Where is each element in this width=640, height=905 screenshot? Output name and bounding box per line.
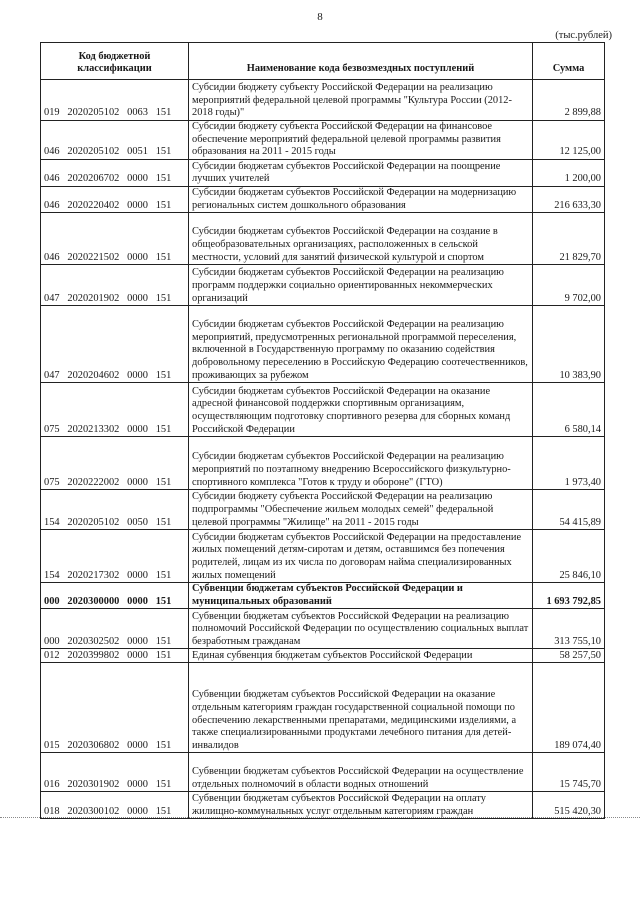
row-sum: 58 257,50 — [533, 649, 605, 663]
row-name: Субсидии бюджетам субъектов Российской Федерации на создание в общеобразовательных организациях, расположенных в сельской местности, условий для занятий физической культурой и спортом — [189, 213, 533, 265]
row-code: 018 2020300102 0000 151 — [41, 792, 189, 819]
row-code: 046 2020220402 0000 151 — [41, 187, 189, 213]
row-sum: 12 125,00 — [533, 121, 605, 160]
row-sum: 6 580,14 — [533, 383, 605, 437]
table-row — [41, 187, 605, 213]
row-sum: 313 755,10 — [533, 609, 605, 649]
scan-dotted-line — [0, 817, 640, 819]
row-name: Субсидии бюджетам субъектов Российской Федерации на реализацию мероприятий по поэтапному внедрению Всероссийского физкультурно-спортивного комплекса "Готов к труду и обороне" (ГТО) — [189, 437, 533, 490]
row-sum: 216 633,30 — [533, 187, 605, 213]
row-sum: 189 074,40 — [533, 663, 605, 753]
table-row — [41, 530, 605, 583]
table-row — [41, 753, 605, 792]
table-row — [41, 583, 605, 609]
table-row — [41, 383, 605, 437]
row-code: 047 2020201902 0000 151 — [41, 265, 189, 306]
row-sum: 10 383,90 — [533, 306, 605, 383]
row-code: 000 2020302502 0000 151 — [41, 609, 189, 649]
row-name: Субсидии бюджетам субъектов Российской Федерации на реализацию программ поддержки социально ориентированных некоммерческих организаций — [189, 265, 533, 306]
row-sum: 515 420,30 — [533, 792, 605, 819]
row-code: 016 2020301902 0000 151 — [41, 753, 189, 792]
row-name: Субсидии бюджетам субъектов Российской Федерации на реализацию мероприятий, предусмотренных региональной программой переселения, включенной в Государственную программу по оказанию содействия добровольному переселению в Российскую Федерацию соотечественников, проживающих за рубежом — [189, 306, 533, 383]
table-row — [41, 121, 605, 160]
row-name: Субсидии бюджету субъекта Российской Федерации на финансовое обеспечение мероприятий федеральной целевой программы развития образования на 2011 - 2015 годы — [189, 121, 533, 160]
row-sum: 1 200,00 — [533, 160, 605, 187]
row-name: Субвенции бюджетам субъектов Российской Федерации и муниципальных образований — [189, 583, 533, 609]
row-code: 075 2020213302 0000 151 — [41, 383, 189, 437]
row-sum: 21 829,70 — [533, 213, 605, 265]
row-code: 019 2020205102 0063 151 — [41, 80, 189, 121]
row-sum: 2 899,88 — [533, 80, 605, 121]
row-code: 015 2020306802 0000 151 — [41, 663, 189, 753]
row-name: Субвенции бюджетам субъектов Российской Федерации на оказание отдельным категориям граждан государственной социальной помощи по обеспечению лекарственными препаратами, медицинскими изделиями, а также специализированными продуктами лечебного питания для детей-инвалидов — [189, 663, 533, 753]
row-name: Субсидии бюджету субъекту Российской Федерации на реализацию мероприятий федеральной целевой программы "Культура России (2012-2018 годы)" — [189, 80, 533, 121]
row-code: 046 2020221502 0000 151 — [41, 213, 189, 265]
row-name: Субвенции бюджетам субъектов Российской Федерации на оплату жилищно-коммунальных услуг отдельным категориям граждан — [189, 792, 533, 819]
row-code: 012 2020399802 0000 151 — [41, 649, 189, 663]
row-code: 000 2020300000 0000 151 — [41, 583, 189, 609]
header-code: Код бюджетной классификации — [41, 43, 189, 80]
row-name: Субвенции бюджетам субъектов Российской Федерации на осуществление отдельных полномочий в области водных отношений — [189, 753, 533, 792]
table-row — [41, 663, 605, 753]
row-name: Субвенции бюджетам субъектов Российской Федерации на реализацию полномочий Российской Федерации по осуществлению социальных выплат безработным гражданам — [189, 609, 533, 649]
units-label: (тыс.рублей) — [555, 30, 612, 41]
row-sum: 9 702,00 — [533, 265, 605, 306]
row-sum: 1 693 792,85 — [533, 583, 605, 609]
table-row — [41, 306, 605, 383]
table-row — [41, 609, 605, 649]
table-row — [41, 437, 605, 490]
row-name: Субсидии бюджетам субъектов Российской Федерации на оказание адресной финансовой поддержки спортивным организациям, осуществляющим подготовку спортивного резерва для сборных команд Российской Федерации — [189, 383, 533, 437]
header-sum: Сумма — [533, 43, 605, 80]
header-name: Наименование кода безвозмездных поступлений — [189, 43, 533, 80]
row-name: Субсидии бюджету субъекта Российской Федерации на реализацию подпрограммы "Обеспечение жильем молодых семей" федеральной целевой программы "Жилище" на 2011 - 2015 годы — [189, 490, 533, 530]
row-name: Субсидии бюджетам субъектов Российской Федерации на предоставление жилых помещений детям-сиротам и детям, оставшимся без попечения родителей, лицам из их числа по договорам найма специализированных жилых помещений — [189, 530, 533, 583]
row-code: 154 2020205102 0050 151 — [41, 490, 189, 530]
row-name: Единая субвенция бюджетам субъектов Российской Федерации — [189, 649, 533, 663]
table-row — [41, 792, 605, 819]
page-number: 8 — [317, 11, 323, 23]
row-sum: 25 846,10 — [533, 530, 605, 583]
table-row — [41, 80, 605, 121]
row-code: 047 2020204602 0000 151 — [41, 306, 189, 383]
table-row — [41, 490, 605, 530]
row-sum: 15 745,70 — [533, 753, 605, 792]
row-name: Субсидии бюджетам субъектов Российской Федерации на модернизацию региональных систем дошкольного образования — [189, 187, 533, 213]
row-name: Субсидии бюджетам субъектов Российской Федерации на поощрение лучших учителей — [189, 160, 533, 187]
table-header-row — [41, 43, 605, 80]
row-sum: 54 415,89 — [533, 490, 605, 530]
row-code: 046 2020206702 0000 151 — [41, 160, 189, 187]
row-sum: 1 973,40 — [533, 437, 605, 490]
table-row — [41, 213, 605, 265]
table-row — [41, 160, 605, 187]
row-code: 075 2020222002 0000 151 — [41, 437, 189, 490]
budget-table — [40, 42, 605, 819]
table-row — [41, 265, 605, 306]
table-row — [41, 649, 605, 663]
row-code: 046 2020205102 0051 151 — [41, 121, 189, 160]
row-code: 154 2020217302 0000 151 — [41, 530, 189, 583]
